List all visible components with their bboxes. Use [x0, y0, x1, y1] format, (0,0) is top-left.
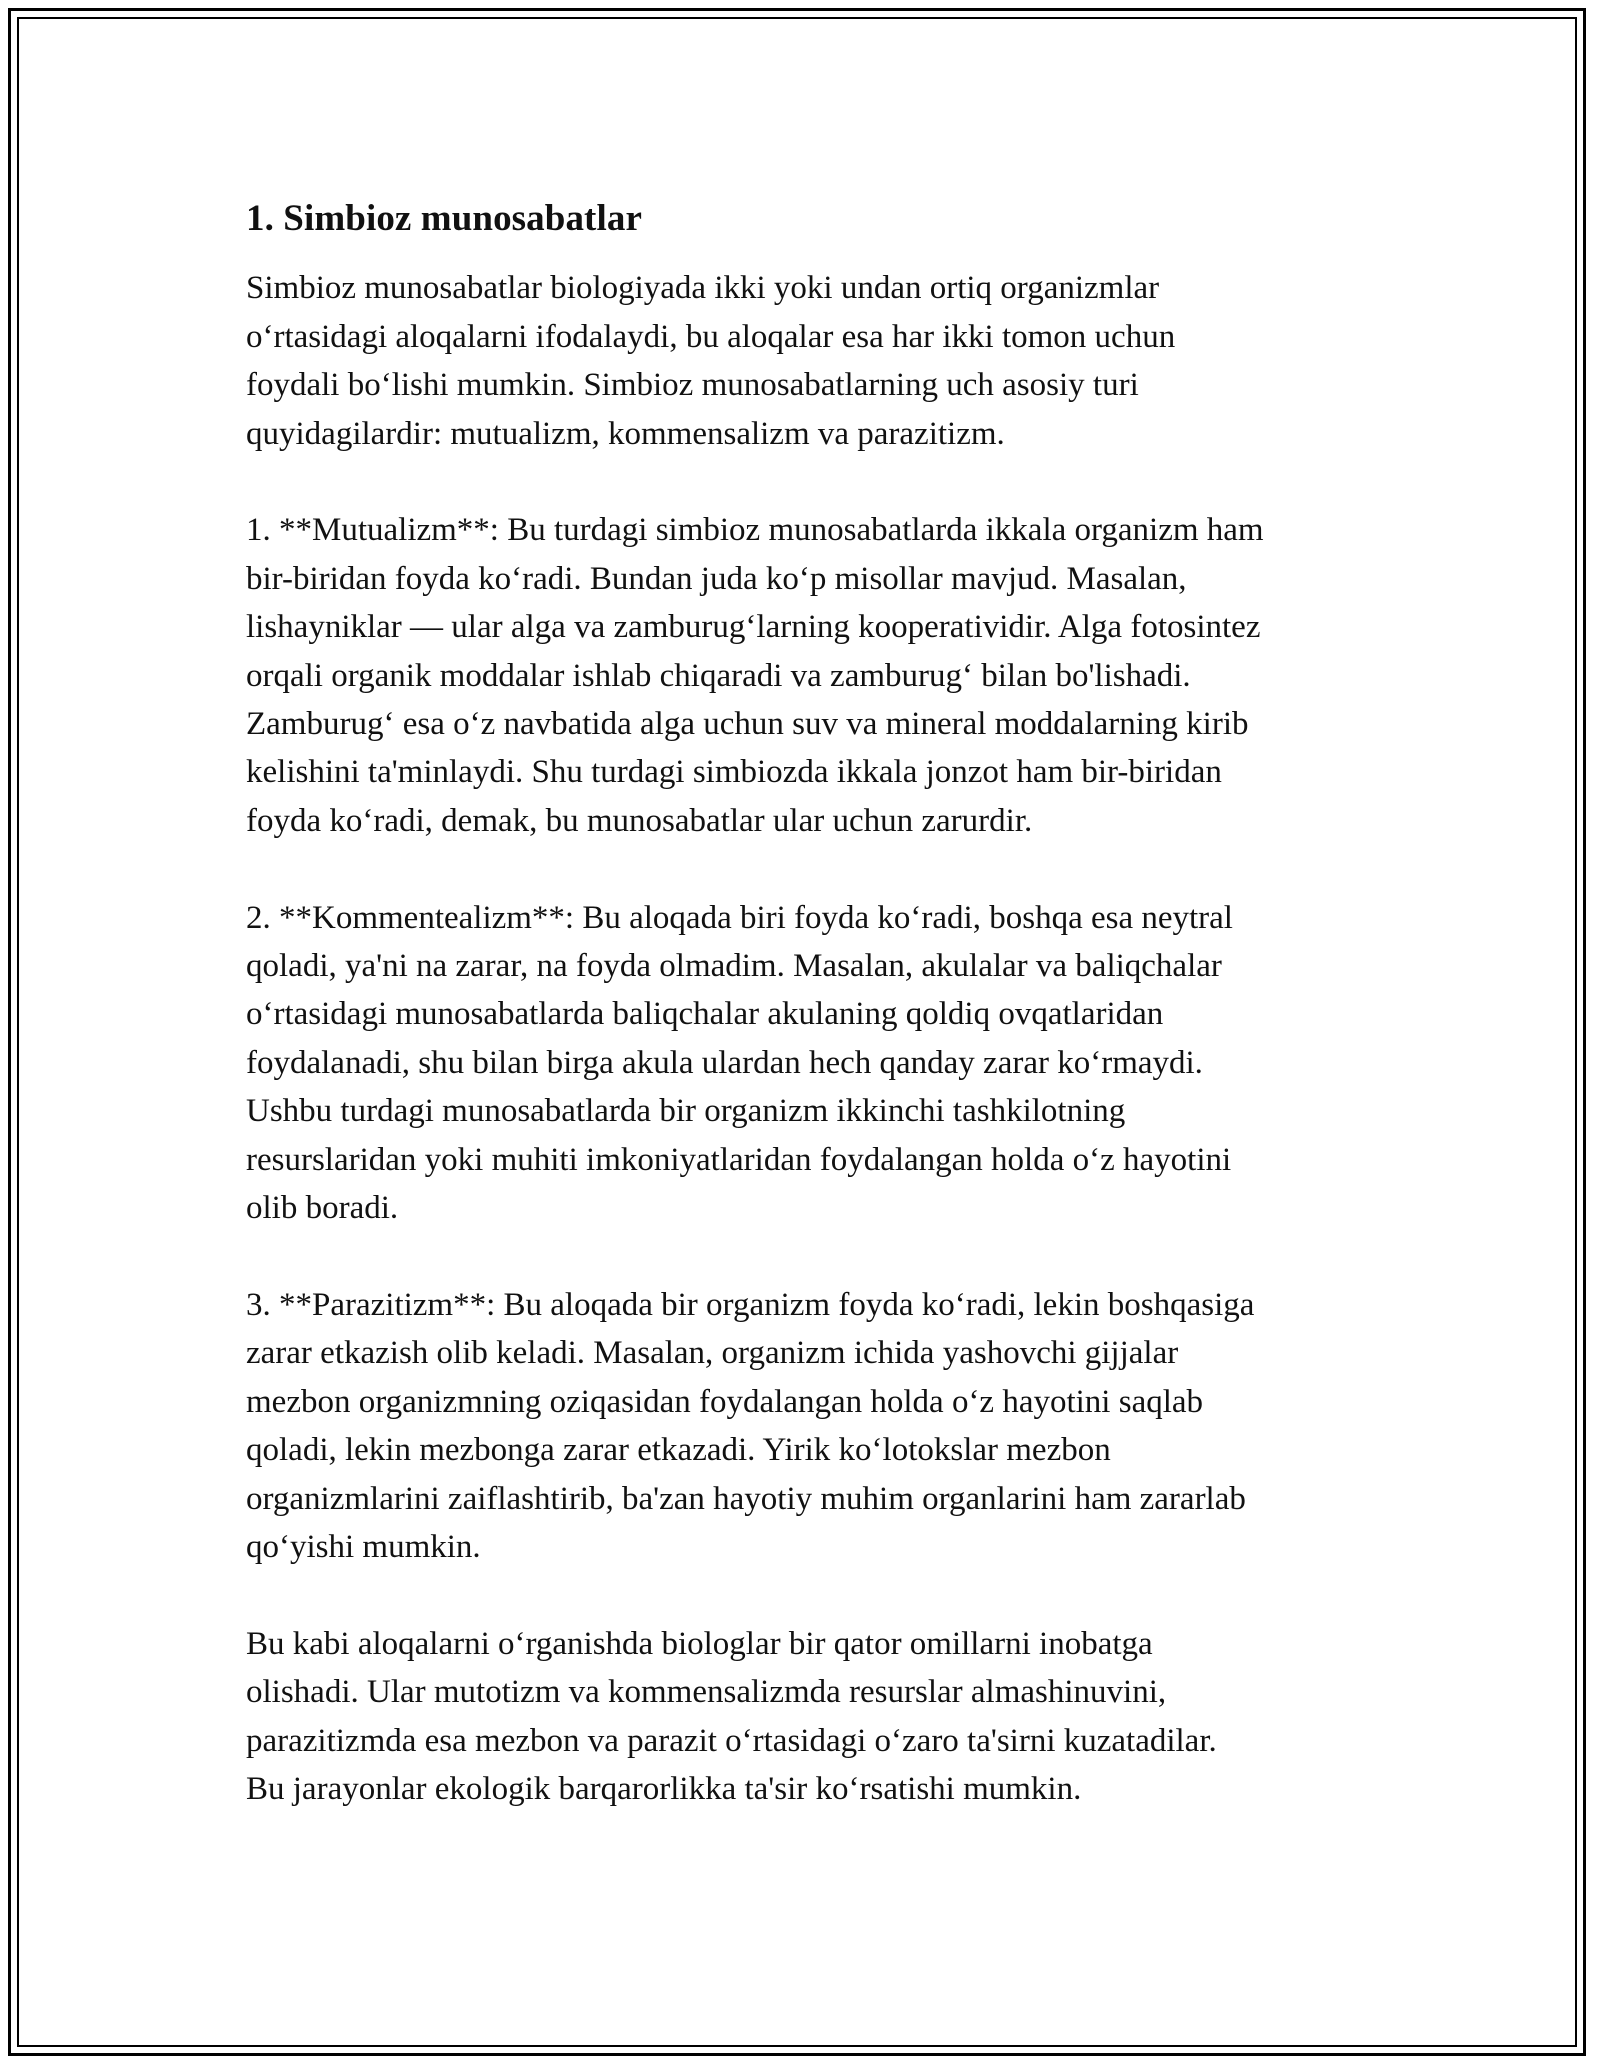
- commensalism-paragraph: 2. **Kommentealizm**: Bu aloqada biri foyda ko‘radi, boshqa esa neytral qoladi, ya'ni na zarar, na foyda olmadim. Masalan, akulalar va baliqchalar o‘rtasidagi munosabatlarda baliqchalar akulaning qoldiq ovqatlaridan foydalanadi, shu bilan birga akula ulardan hech qanday zarar ko‘rmaydi. Ushbu turdagi munosabatlarda bir organizm ikkinchi tashkilotning resurslaridan yoki muhiti imkoniyatlaridan foydalangan holda o‘z hayotini olib boradi.: [246, 899, 1233, 1227]
- intro-paragraph: Simbioz munosabatlar biologiyada ikki yoki undan ortiq organizmlar o‘rtasidagi aloqalarni ifodalaydi, bu aloqalar esa har ikki tomon uchun foydali bo‘lishi mumkin. Simbioz munosabatlarning uch asosiy turi quyidagilardir: mutualizm, kommensalizm va parazitizm.: [246, 270, 1176, 452]
- parasitism-paragraph: 3. **Parazitizm**: Bu aloqada bir organizm foyda ko‘radi, lekin boshqasiga zarar etkazish olib keladi. Masalan, organizm ichida yashovchi gijjalar mezbon organizmning oziqasidan foydalangan holda o‘z hayotini saqlab qoladi, lekin mezbonga zarar etkazadi. Yirik ko‘lotokslar mezbon organizmlarini zaiflashtirib, ba'zan hayotiy muhim organlarini ham zararlab qo‘yishi mumkin.: [246, 1286, 1255, 1565]
- mutualism-paragraph: 1. **Mutualizm**: Bu turdagi simbioz munosabatlarda ikkala organizm ham bir-biridan foyda ko‘radi. Bundan juda ko‘p misollar mavjud. Masalan, lishayniklar — ular alga va zamburug‘larning kooperatividir. Alga fotosintez orqali organik moddalar ishlab chiqaradi va zamburug‘ bilan bo'lishadi. Zamburug‘ esa o‘z navbatida alga uchun suv va mineral moddalarning kirib kelishini ta'minlaydi. Shu turdagi simbiozda ikkala jonzot ham bir-biridan foyda ko‘radi, demak, bu munosabatlar ular uchun zarurdir.: [246, 512, 1264, 839]
- conclusion-paragraph: Bu kabi aloqalarni o‘rganishda biologlar bir qator omillarni inobatga olishadi. Ular mutotizm va kommensalizmda resurslar almashinuvini, parazitizmda esa mezbon va parazit o‘rtasidagi o‘zaro ta'sirni kuzatadilar. Bu jarayonlar ekologik barqarorlikka ta'sir ko‘rsatishi mumkin.: [246, 1625, 1217, 1807]
- document-body: [246, 197, 1396, 1813]
- section-heading: 1. Simbioz munosabatlar: [246, 198, 642, 239]
- page-frame: [8, 8, 1586, 2056]
